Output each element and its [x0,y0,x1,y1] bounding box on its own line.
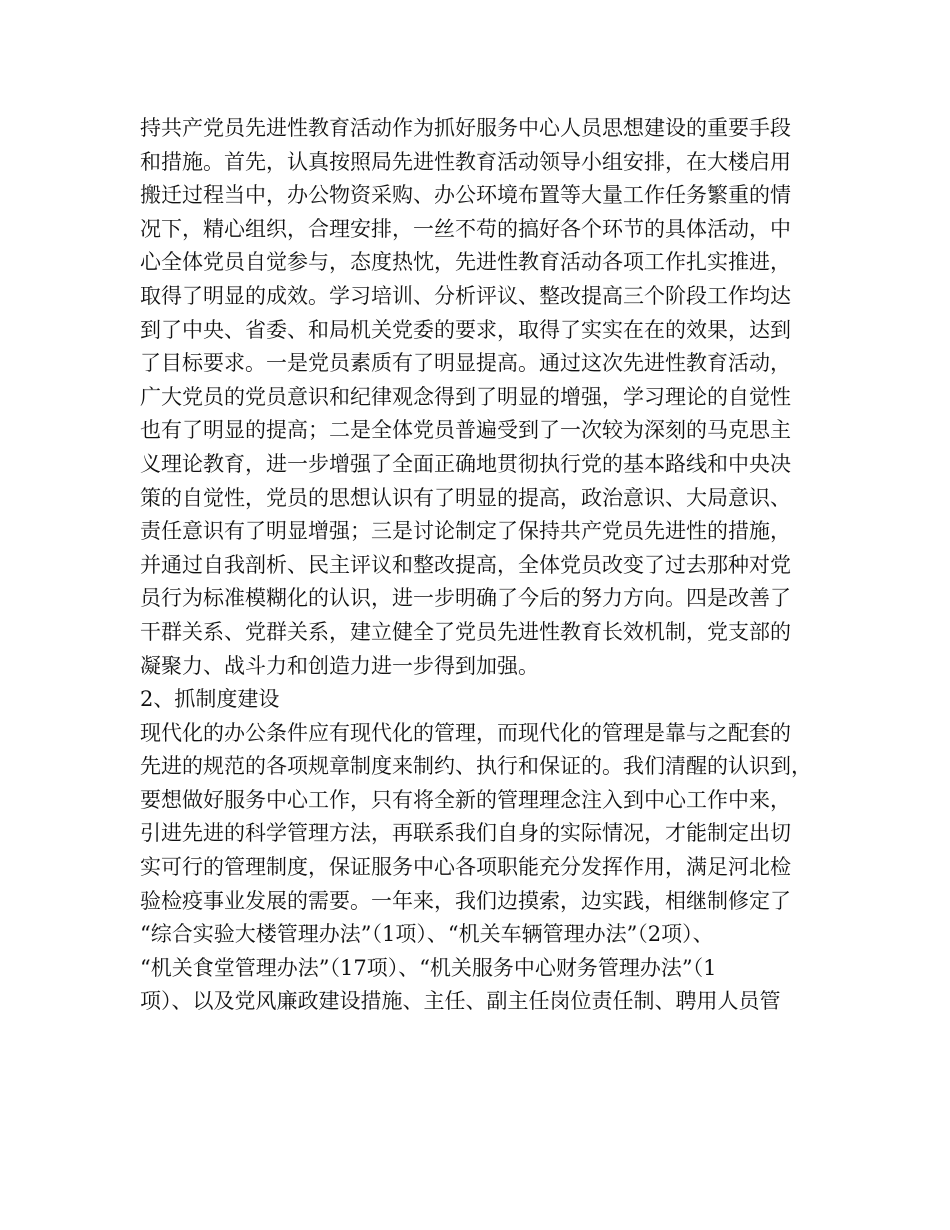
text-line: 到了中央、省委、和局机关党委的要求，取得了实实在在的效果，达到 [140,317,791,342]
text-line: 验检疫事业发展的需要。一年来，我们边摸索，边实践，相继制修定了 [140,888,791,913]
text-line: 先进的规范的各项规章制度来制约、执行和保证的。我们清醒的认识到， [140,754,812,779]
text-line: 凝聚力、战斗力和创造力进一步得到加强。 [140,653,539,678]
text-line: 策的自觉性，党员的思想认识有了明显的提高，政治意识、大局意识、 [140,485,791,510]
text-line: 广大党员的党员意识和纪律观念得到了明显的增强，学习理论的自觉性 [140,384,791,409]
text-line: 项）、以及党风廉政建设措施、主任、副主任岗位责任制、聘用人员管 [140,989,781,1014]
text-line: 引进先进的科学管理方法，再联系我们自身的实际情况，才能制定出切 [140,821,791,846]
text-line: 现代化的办公条件应有现代化的管理，而现代化的管理是靠与之配套的 [140,720,791,745]
text-line: 要想做好服务中心工作，只有将全新的管理理念注入到中心工作中来， [140,787,791,812]
text-line: 责任意识有了明显增强；三是讨论制定了保持共产党员先进性的措施， [140,519,791,544]
text-line: 干群关系、党群关系，建立健全了党员先进性教育长效机制，党支部的 [140,619,791,644]
text-line: 心全体党员自觉参与，态度热忱，先进性教育活动各项工作扎实推进， [140,250,791,275]
text-line: 了目标要求。一是党员素质有了明显提高。通过这次先进性教育活动， [140,351,791,376]
document-body [140,112,830,1019]
text-line: 也有了明显的提高；二是全体党员普遍受到了一次较为深刻的马克思主 [140,418,791,443]
text-line: “综合实验大楼管理办法”（1项）、“机关车辆管理办法”（2项）、 [140,922,714,947]
text-line: 取得了明显的成效。学习培训、分析评议、整改提高三个阶段工作均达 [140,283,791,308]
text-line: 搬迁过程当中，办公物资采购、办公环境布置等大量工作任务繁重的情 [140,183,791,208]
text-line: 并通过自我剖析、民主评议和整改提高，全体党员改变了过去那种对党 [140,552,791,577]
text-line: 实可行的管理制度，保证服务中心各项职能充分发挥作用，满足河北检 [140,855,791,880]
text-line: 和措施。首先，认真按照局先进性教育活动领导小组安排，在大楼启用 [140,149,791,174]
text-line: 员行为标准模糊化的认识，进一步明确了今后的努力方向。四是改善了 [140,586,791,611]
text-line: 持共产党员先进性教育活动作为抓好服务中心人员思想建设的重要手段 [140,116,791,140]
section-heading: 2、抓制度建设 [140,687,280,712]
text-line: 义理论教育，进一步增强了全面正确地贯彻执行党的基本路线和中央决 [140,451,791,476]
text-line: “机关食堂管理办法”（17项）、“机关服务中心财务管理办法”（1 [140,955,717,980]
text-line: 况下，精心组织，合理安排，一丝不苟的搞好各个环节的具体活动，中 [140,216,791,241]
